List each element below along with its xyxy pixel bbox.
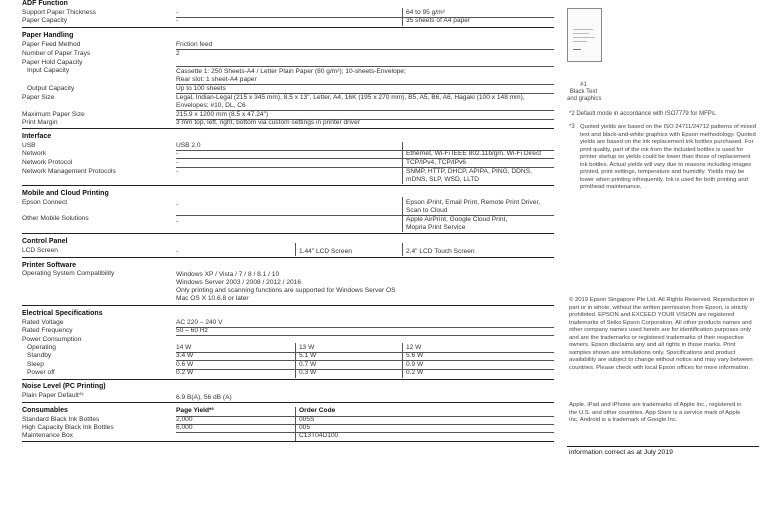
software-os-line-3: Only printing and scanning functions are supported for Windows Server OS — [176, 287, 396, 294]
divider — [176, 84, 554, 85]
control-lcd-value-2: 1.44" LCD Screen — [299, 248, 352, 255]
paper-margin-label: Print Margin — [22, 119, 58, 126]
paper-max-label: Maximum Paper Size — [22, 111, 85, 118]
footnote-3-mark: *3 — [569, 124, 575, 130]
divider — [176, 432, 554, 433]
electrical-frequency-label: Rated Frequency — [22, 327, 73, 334]
consumables-row-label: High Capacity Black Ink Bottles — [22, 424, 114, 431]
column-divider — [295, 343, 296, 378]
column-divider — [402, 343, 403, 378]
control-lcd-value-1: - — [176, 248, 179, 255]
electrical-row-value-2: 0.3 W — [299, 369, 317, 376]
paper-input-value-2: Rear slot: 1 sheet-A4 paper — [176, 76, 257, 83]
section-divider — [22, 185, 554, 186]
consumables-row-label: Standard Black Ink Bottles — [22, 416, 100, 423]
interface-mgmt-value-2a: SNMP, HTTP, DHCP, APIPA, PING, DDNS, — [406, 168, 532, 175]
control-section-title: Control Panel — [22, 238, 68, 245]
electrical-voltage-value: AC 220 – 240 V — [176, 319, 223, 326]
paper-size-value-2: Envelopes: #10, DL, C6 — [176, 102, 246, 109]
paper-size-label: Paper Size — [22, 94, 55, 101]
column-divider — [402, 243, 403, 256]
section-divider — [22, 305, 554, 306]
column-divider — [295, 407, 296, 441]
interface-protocol-value: - — [176, 159, 179, 166]
paper-output-value: Up to 100 sheets — [176, 85, 226, 92]
paper-size-value-1: Legal, Indian-Legal (215 x 345 mm), 8.5 x 13", Letter, A4, 16K (195 x 270 mm), B5, A5, B6, A6, Hagaki (100 x 148 mm), — [176, 94, 525, 101]
electrical-row-value-2: 13 W — [299, 344, 315, 351]
electrical-row-value-3: 12 W — [406, 344, 422, 351]
section-divider — [22, 441, 554, 442]
electrical-row-label: Standby — [27, 352, 52, 359]
consumables-yield-header: Page Yield*³ — [176, 407, 214, 414]
mobile-other-value-2b: Mopria Print Service — [406, 224, 466, 231]
electrical-row-value-1: 3.4 W — [176, 352, 194, 359]
sample-page-thumbnail — [567, 8, 602, 62]
section-divider — [22, 128, 554, 129]
adf-capacity-value: - — [176, 17, 179, 24]
mobile-connect-label: Epson Connect — [22, 199, 68, 206]
text-line — [573, 41, 587, 42]
noise-plain-label: Plain Paper Default*² — [22, 392, 84, 399]
paper-feed-label: Paper Feed Method — [22, 41, 81, 48]
software-os-line-1: Windows XP / Vista / 7 / 8 / 8.1 / 10 — [176, 271, 280, 278]
software-os-line-4: Mac OS X 10.6.8 or later — [176, 295, 249, 302]
divider — [176, 49, 554, 50]
mobile-other-value: - — [176, 218, 179, 225]
caption-line: Black Text — [569, 88, 598, 95]
caption-number: #1 — [580, 82, 587, 88]
divider — [176, 327, 554, 328]
consumables-order-header: Order Code — [299, 407, 336, 414]
interface-network-value-2: Ethernet, Wi-Fi IEEE 802.11b/g/n, Wi-Fi Direct — [406, 150, 542, 157]
electrical-row-value-3: 0.9 W — [406, 361, 424, 368]
divider — [176, 360, 554, 361]
divider — [176, 424, 554, 425]
sample-caption — [567, 82, 600, 103]
adf-thickness-label: Support Paper Thickness — [22, 9, 96, 16]
footnote-3: Quoted yields are based on the ISO 24711/24712 patterns of mixed text and black-and-white graphics with Epson methodology. Quoted yields are based on the ink replacement ink bottles purchased. For print quality, part of the ink from the included bottles is used for printer startup so yields could be lower than those of replacement ink bottles. Actual yields will vary due to reasons including images printed, print settings, temperature and humidity. Yields may be lower when printing infrequently. Ink is used for both printing and printhead maintenance. — [580, 124, 757, 191]
column-divider — [295, 243, 296, 256]
text-line — [573, 29, 593, 30]
electrical-row-value-1: 14 W — [176, 344, 192, 351]
info-date: information correct as at July 2019 — [569, 449, 673, 456]
noise-plain-value: 6.9 B(A), 56 dB (A) — [176, 394, 232, 401]
column-divider — [402, 8, 403, 26]
electrical-row-label: Sleep — [27, 361, 44, 368]
electrical-row-value-1: 0.6 W — [176, 361, 194, 368]
software-os-label: Operating System Compatibility — [22, 270, 115, 277]
footnote-2: *2 Default mode in accordance with ISO7779 for MFPs. — [569, 111, 717, 117]
mobile-connect-value-2b: Scan to Cloud — [406, 207, 448, 214]
electrical-row-value-3: 5.6 W — [406, 352, 424, 359]
divider — [176, 369, 554, 370]
noise-section-title: Noise Level (PC Printing) — [22, 383, 106, 390]
consumables-row-code: C13T04D100 — [299, 432, 339, 439]
paper-trays-value: 2 — [176, 50, 180, 57]
consumables-row-label: Maintenance Box — [22, 432, 73, 439]
interface-mgmt-value: - — [176, 168, 179, 175]
electrical-row-value-2: 5.1 W — [299, 352, 317, 359]
paper-input-label: Input Capacity — [27, 67, 70, 74]
column-divider — [402, 142, 403, 184]
paper-input-value-1: Cassette 1: 250 Sheets-A4 / Letter Plain Paper (80 g/m²); 10-sheets-Envelope; — [176, 68, 406, 75]
divider — [176, 17, 554, 18]
section-divider — [22, 233, 554, 234]
interface-network-value: - — [176, 150, 179, 157]
interface-mgmt-value-2b: mDNS, SLP, WSD, LLTD — [406, 176, 480, 183]
mobile-section-title: Mobile and Cloud Printing — [22, 190, 109, 197]
electrical-section-title: Electrical Specifications — [22, 310, 103, 317]
footer-divider — [567, 446, 759, 447]
software-section-title: Printer Software — [22, 262, 77, 269]
text-line — [573, 49, 581, 50]
electrical-row-value-1: 0.2 W — [176, 369, 194, 376]
consumables-row-code: 005 — [299, 424, 311, 431]
interface-mgmt-label: Network Management Protocols — [22, 168, 116, 175]
adf-thickness-value-2: 64 to 95 g/m² — [406, 9, 445, 16]
caption-line: and graphics — [567, 95, 602, 102]
mobile-other-label: Other Mobile Solutions — [22, 215, 89, 222]
adf-capacity-label: Paper Capacity — [22, 17, 68, 24]
adf-capacity-value-2: 35 sheets of A4 paper — [406, 17, 471, 24]
electrical-row-label: Power off — [27, 369, 55, 376]
paper-feed-value: Friction feed — [176, 41, 213, 48]
copyright-notice: © 2019 Epson Singapore Pte Ltd. All Rights Reserved. Reproduction in part or in whole, without the written permission from Epson, is strictly prohibited. EPSON and EXCEED YOUR VISION are registered trademarks of Seiko Epson Corporation. All other products names and other company names used herein are for identification purposes only and are the trademarks or registered trademarks of their respective owners. Epson disclaims any and all rights in those marks. Print samples shown are simulations only. Specifications and product availability are subject to change without notice and may vary between countries. Please check with local Epson offices for more information. — [569, 297, 755, 371]
mobile-connect-value-2a: Epson iPrint, Email Print, Remote Print Driver, — [406, 199, 541, 206]
adf-section-title: ADF Function — [22, 0, 68, 7]
electrical-row-value-3: 0.2 W — [406, 369, 424, 376]
electrical-voltage-label: Rated Voltage — [22, 319, 64, 326]
electrical-power-label: Power Consumption — [22, 336, 82, 343]
divider — [176, 66, 554, 67]
column-divider — [402, 197, 403, 232]
text-line — [573, 37, 595, 38]
mobile-connect-value: - — [176, 201, 179, 208]
consumables-row-code: 005S — [299, 416, 315, 423]
consumables-row-yield: 2,000 — [176, 416, 193, 423]
interface-usb-value: USB 2.0 — [176, 142, 201, 149]
paper-section-title: Paper Handling — [22, 32, 74, 39]
consumables-section-title: Consumables — [22, 407, 68, 414]
divider — [176, 158, 554, 159]
interface-protocol-label: Network Protocol — [22, 159, 73, 166]
section-divider — [22, 27, 554, 28]
interface-section-title: Interface — [22, 133, 52, 140]
mobile-other-value-2a: Apple AirPrint, Google Cloud Print, — [406, 216, 508, 223]
divider — [176, 352, 554, 353]
paper-trays-label: Number of Paper Trays — [22, 50, 91, 57]
consumables-row-yield: 6,000 — [176, 424, 193, 431]
section-divider — [22, 257, 554, 258]
interface-usb-label: USB — [22, 142, 36, 149]
paper-hold-label: Paper Hold Capacity — [22, 59, 83, 66]
divider — [176, 335, 554, 336]
software-os-line-2: Windows Server 2003 / 2008 / 2012 / 2016 — [176, 279, 301, 286]
section-divider — [22, 379, 554, 380]
control-lcd-value-3: 2.4" LCD Touch Screen — [406, 248, 475, 255]
interface-network-label: Network — [22, 150, 47, 157]
electrical-row-label: Operating — [27, 344, 56, 351]
electrical-row-value-2: 0.7 W — [299, 361, 317, 368]
paper-output-label: Output Capacity — [27, 85, 75, 92]
trademark-notice: Apple, iPad and iPhone are trademarks of Apple Inc., registered in the U.S. and other countries. App Store is a service mark of Apple Inc. Android is a trademark of Google Inc. — [569, 402, 742, 424]
electrical-frequency-value: 50 – 60 Hz — [176, 327, 208, 334]
divider — [176, 416, 554, 417]
adf-thickness-value: - — [176, 9, 179, 16]
paper-margin-value: 3 mm top, left, right, bottom via custom settings in printer driver — [176, 119, 360, 126]
text-line — [573, 33, 589, 34]
section-divider — [22, 402, 554, 403]
interface-protocol-value-2: TCP/IPv4, TCP/IPv6 — [406, 159, 466, 166]
control-lcd-label: LCD Screen — [22, 247, 58, 254]
paper-max-value: 215.9 x 1200 mm (8.5 x 47.24") — [176, 111, 269, 118]
